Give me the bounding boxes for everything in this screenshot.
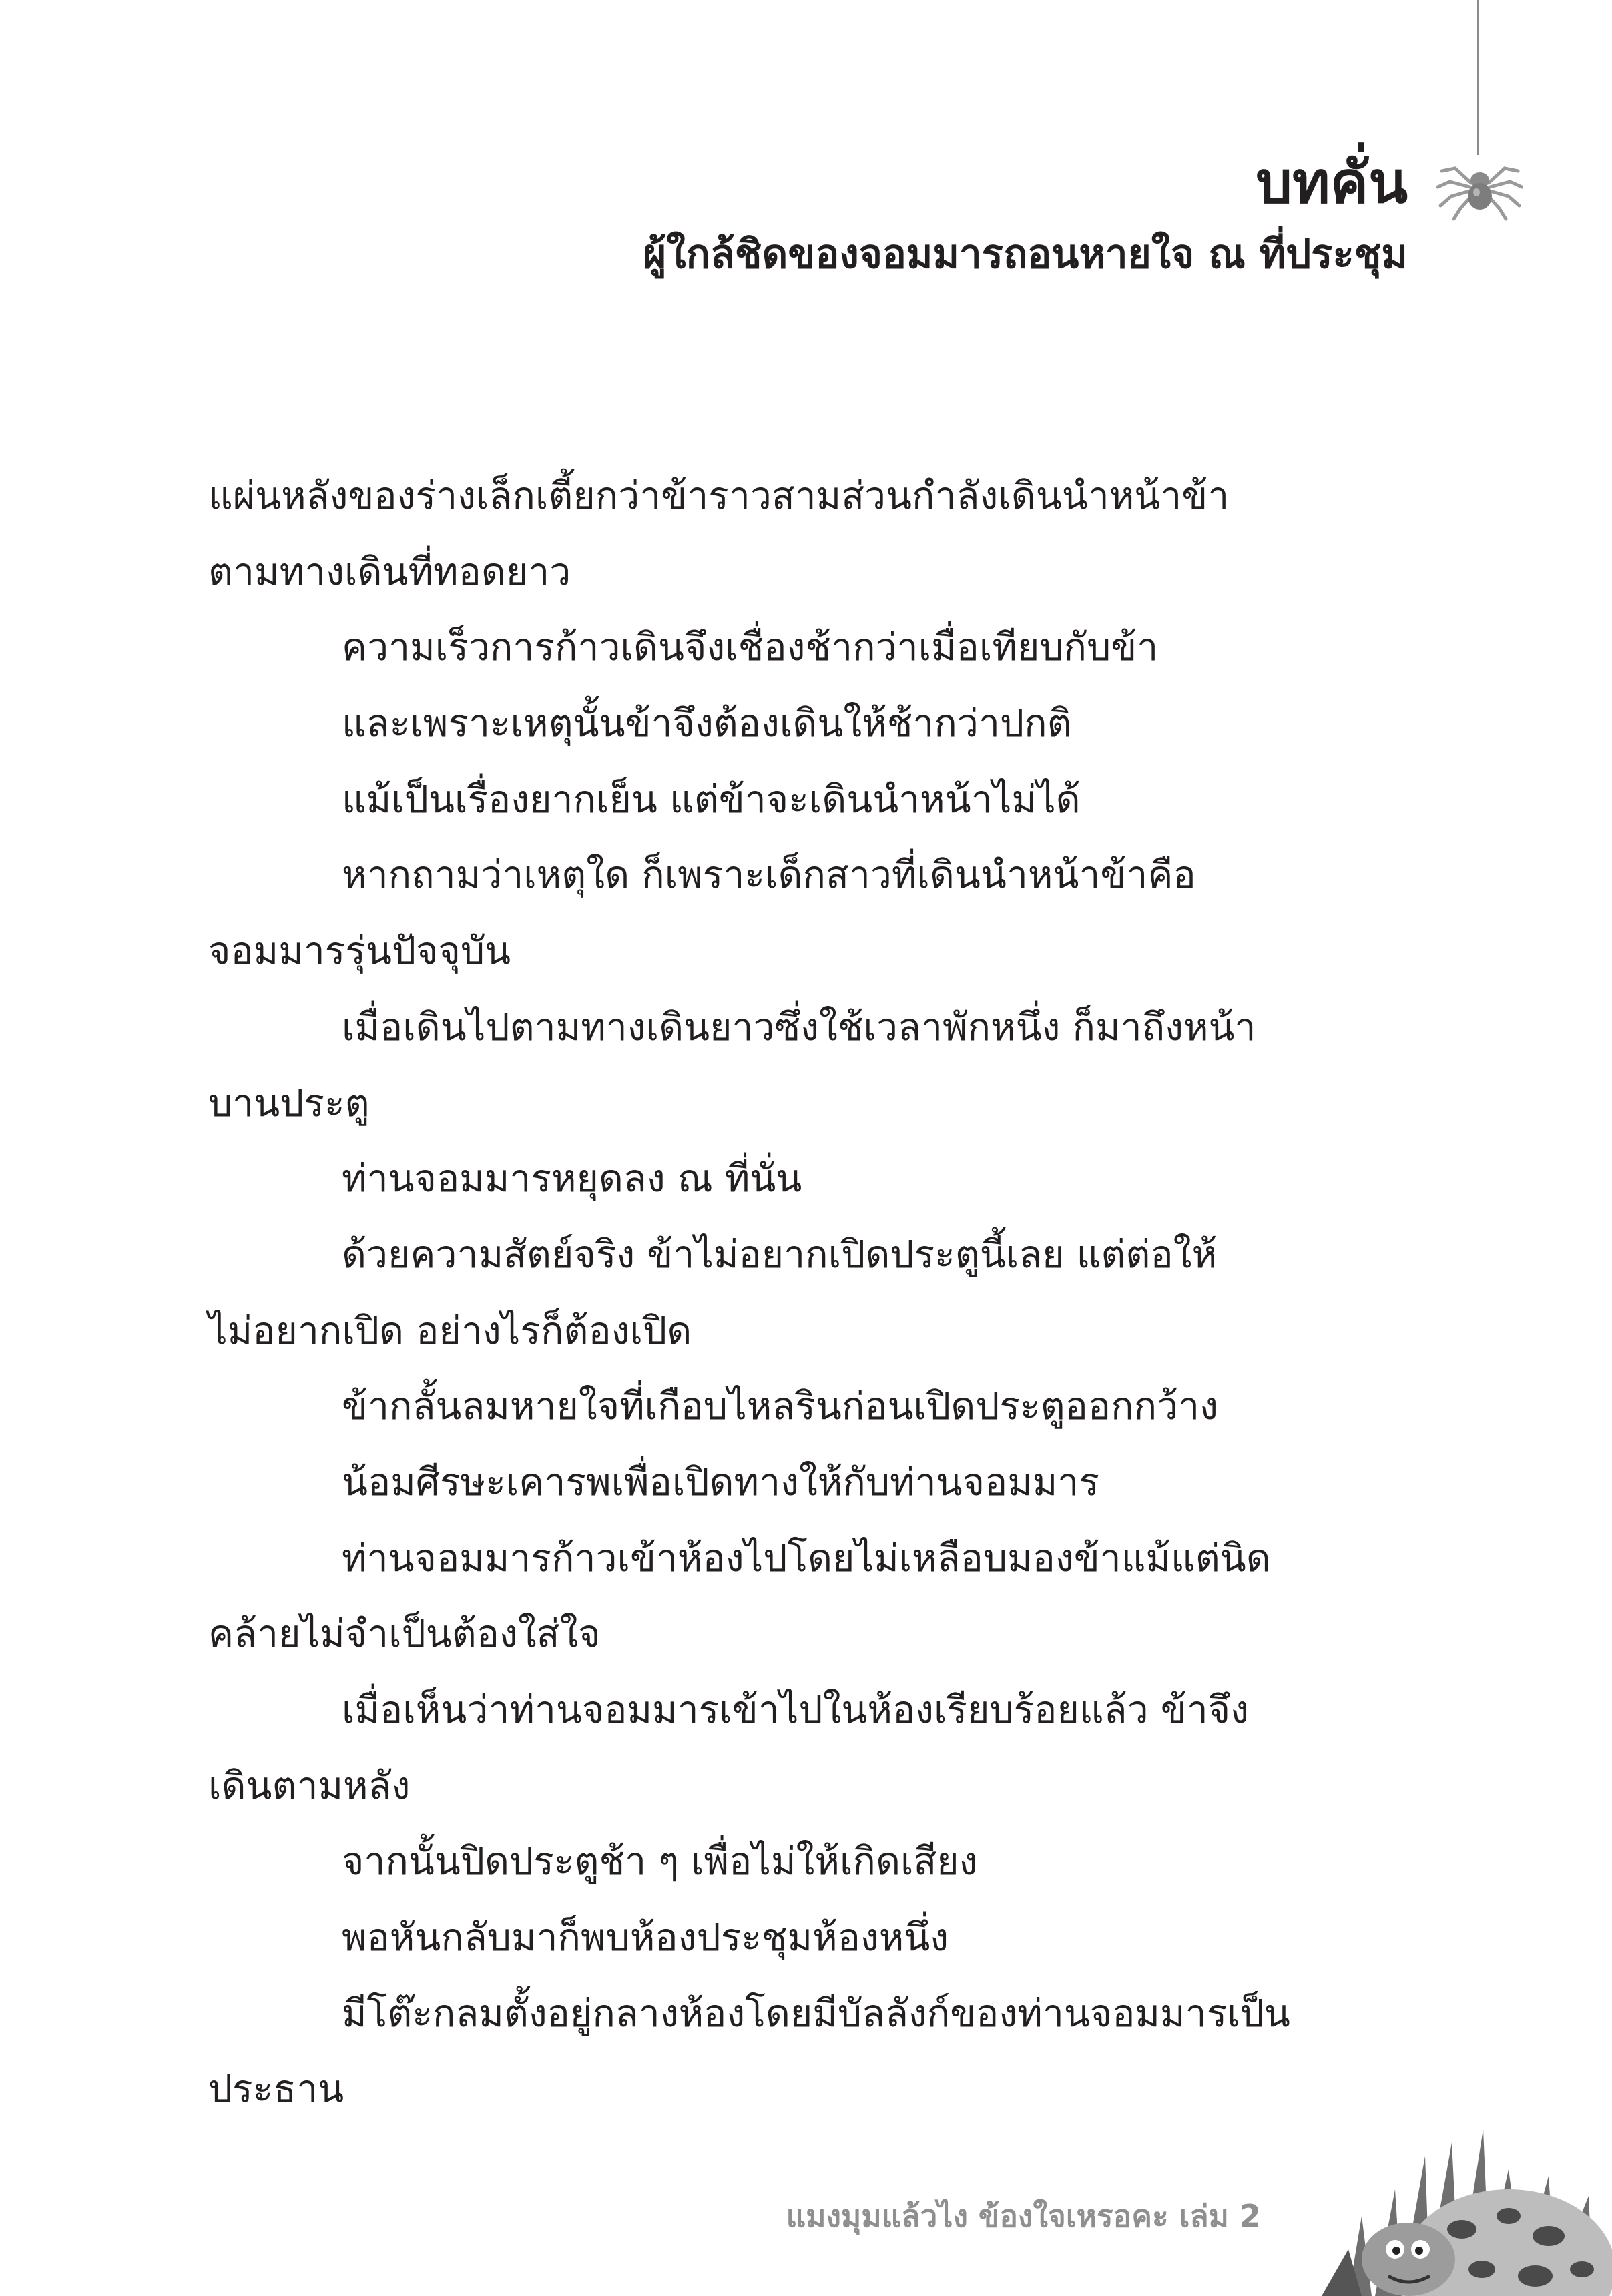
body-line: เมื่อเห็นว่าท่านจอมมารเข้าไปในห้องเรียบร้อยแล้ว ข้าจึง bbox=[342, 1688, 1249, 1732]
body-text bbox=[208, 459, 1410, 2128]
body-line: ความเร็วการก้าวเดินจึงเชื่องช้ากว่าเมื่อเทียบกับข้า bbox=[342, 625, 1159, 670]
body-line: คล้ายไม่จำเป็นต้องใส่ใจ bbox=[208, 1612, 601, 1657]
spider-thread bbox=[1477, 0, 1479, 155]
body-line: ตามทางเดินที่ทอดยาว bbox=[208, 549, 571, 594]
body-line: แผ่นหลังของร่างเล็กเตี้ยกว่าข้าราวสามส่วนกำลังเดินนำหน้าข้า bbox=[208, 474, 1230, 518]
body-line: น้อมศีรษะเคารพเพื่อเปิดทางให้กับท่านจอมมาร bbox=[342, 1460, 1099, 1504]
body-line: เดินตามหลัง bbox=[208, 1763, 411, 1808]
body-line: จอมมารรุ่นปัจจุบัน bbox=[208, 929, 511, 974]
body-line: ท่านจอมมารก้าวเข้าห้องไปโดยไม่เหลือบมองข้าแม้แต่นิด bbox=[342, 1536, 1271, 1581]
body-line: ด้วยความสัตย์จริง ข้าไม่อยากเปิดประตูนี้เลย แต่ต่อให้ bbox=[342, 1232, 1218, 1277]
body-line: หากถามว่าเหตุใด ก็เพราะเด็กสาวที่เดินนำหน้าข้าคือ bbox=[342, 853, 1196, 898]
chapter-title: บทคั่น bbox=[1256, 150, 1408, 216]
body-line: จากนั้นปิดประตูช้า ๆ เพื่อไม่ให้เกิดเสียง bbox=[342, 1839, 978, 1884]
body-line: ท่านจอมมารหยุดลง ณ ที่นั่น bbox=[342, 1157, 802, 1201]
body-line: ประธาน bbox=[208, 2067, 344, 2112]
footer-book-title: แมงมุมแล้วไง ข้องใจเหรอคะ เล่ม 2 bbox=[786, 2198, 1261, 2234]
body-line: แม้เป็นเรื่องยากเย็น แต่ข้าจะเดินนำหน้าไม่ได้ bbox=[342, 777, 1081, 822]
monster-egg-illustration bbox=[1308, 2116, 1612, 2296]
body-line: และเพราะเหตุนั้นข้าจึงต้องเดินให้ช้ากว่าปกติ bbox=[342, 701, 1072, 746]
chapter-header bbox=[643, 144, 1408, 286]
spider-icon bbox=[1436, 148, 1523, 222]
body-line: มีโต๊ะกลมตั้งอยู่กลางห้องโดยมีบัลลังก์ของท่านจอมมารเป็น bbox=[342, 1991, 1290, 2036]
body-line: ข้ากลั้นลมหายใจที่เกือบไหลรินก่อนเปิดประตูออกกว้าง bbox=[342, 1384, 1218, 1429]
body-line: บานประตู bbox=[208, 1081, 370, 1125]
chapter-subtitle: ผู้ใกล้ชิดของจอมมารถอนหายใจ ณ ที่ประชุม bbox=[643, 231, 1408, 278]
body-line: ไม่อยากเปิด อย่างไรก็ต้องเปิด bbox=[208, 1308, 692, 1353]
body-line: เมื่อเดินไปตามทางเดินยาวซึ่งใช้เวลาพักหนึ่ง ก็มาถึงหน้า bbox=[342, 1005, 1256, 1049]
body-line: พอหันกลับมาก็พบห้องประชุมห้องหนึ่ง bbox=[342, 1916, 949, 1960]
